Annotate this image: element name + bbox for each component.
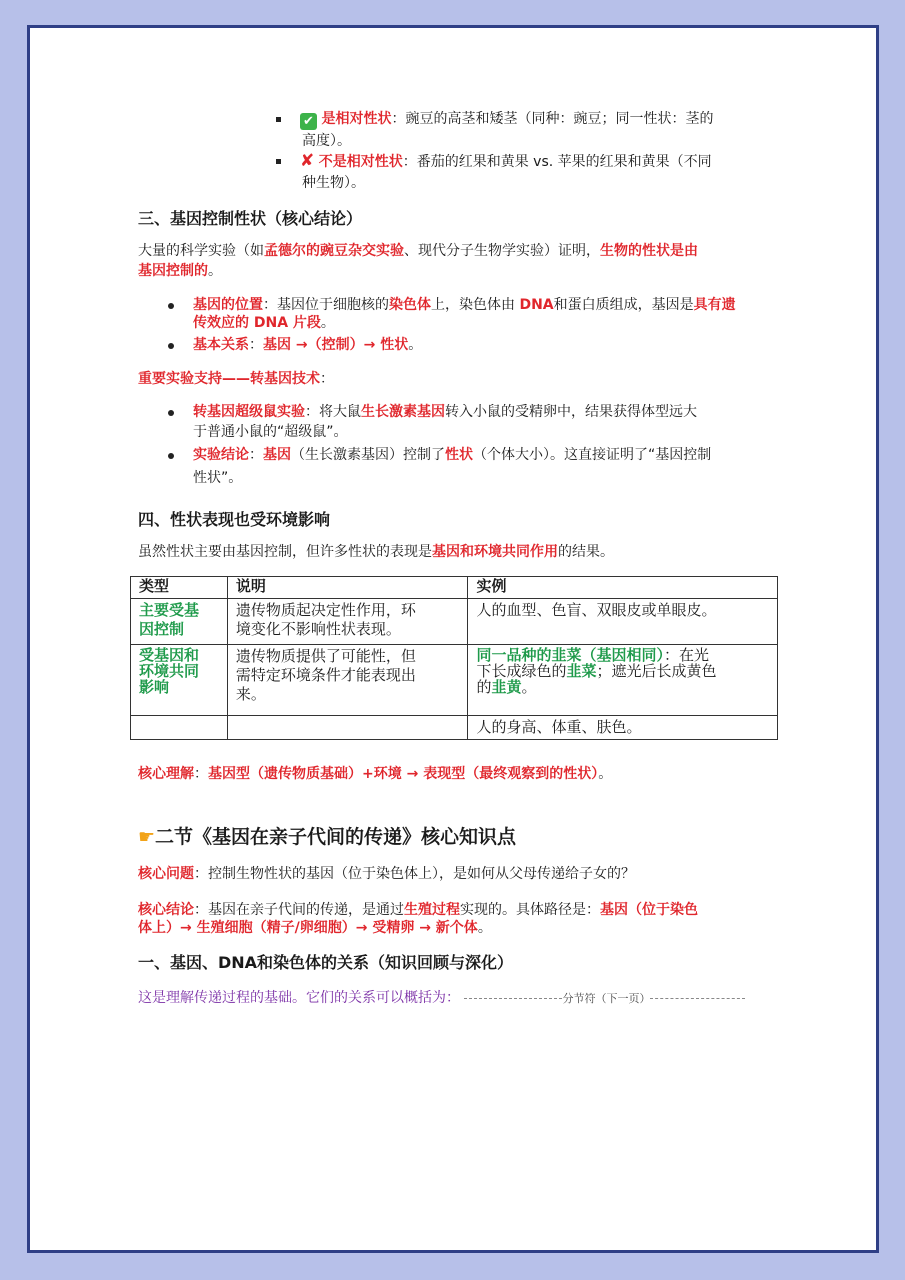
label: 转基因超级鼠实验	[193, 404, 305, 420]
text: ：	[249, 337, 263, 353]
check-icon: ✔	[300, 113, 317, 130]
cell-line: 需特定环境条件才能表现出	[235, 666, 416, 684]
text: 。	[408, 337, 423, 353]
highlight: DNA	[519, 297, 554, 313]
text: 的	[476, 678, 492, 696]
dashed-line	[464, 998, 562, 999]
text: 。	[320, 315, 335, 331]
text: ：在光	[663, 646, 709, 664]
bullet-dot	[168, 453, 174, 459]
table-cell-type	[131, 599, 228, 645]
not-relative-trait-label: 不是相对性状	[318, 154, 403, 170]
cell-line: 影响	[139, 678, 170, 696]
cell-line: 受基因和	[139, 646, 200, 664]
table-cell-description	[227, 599, 468, 645]
table-cell-example	[468, 645, 778, 716]
table-header-row	[131, 577, 778, 599]
not-relative-trait-text: ：番茄的红果和黄果 vs. 苹果的红果和黄果（不同	[402, 154, 712, 170]
trait-table	[130, 576, 778, 740]
cell-line: 人的血型、色盲、双眼皮或单眼皮。	[476, 601, 717, 619]
highlight: 基因	[263, 447, 291, 463]
text: ：基因位于细胞核的	[263, 297, 389, 313]
highlight: 基因型（遗传物质基础）+环境 → 表现型（最终观察到的性状）	[208, 766, 599, 782]
cross-icon: ✘	[300, 151, 315, 171]
bullet-dot	[168, 410, 174, 416]
cell-line	[476, 663, 769, 679]
table-cell-type	[131, 645, 228, 716]
section-3-heading: 三、基因控制性状（核心结论）	[138, 209, 363, 228]
experiment-support-line	[138, 368, 334, 390]
table-header-example: 实例	[468, 577, 778, 599]
cell-line	[476, 679, 769, 695]
highlight: 基因和环境共同作用	[432, 544, 558, 560]
basic-relation-bullet	[193, 334, 422, 356]
cell-line: 环境共同	[139, 662, 200, 680]
highlight: 重要实验支持——转基因技术	[138, 371, 320, 387]
text: ：将大鼠	[305, 404, 361, 420]
label: 基因的位置	[193, 297, 263, 313]
not-relative-trait-text-cont: 种生物）。	[302, 175, 365, 191]
pointing-hand-icon: ☛	[138, 826, 156, 848]
highlight: 韭菜	[566, 662, 597, 680]
bullet-dot	[168, 303, 174, 309]
text: ：基因在亲子代间的传递，是通过	[194, 902, 404, 918]
text: 转入小鼠的受精卵中，结果获得体型远大	[445, 404, 697, 420]
table-header-description: 说明	[227, 577, 468, 599]
label: 实验结论	[193, 447, 249, 463]
cell-line: 境变化不影响性状表现。	[235, 620, 401, 638]
relative-trait-text-cont: 高度）。	[302, 133, 351, 149]
table-row	[131, 645, 778, 716]
chapter-title	[138, 822, 516, 849]
table-cell-description	[227, 716, 468, 740]
text: ：	[249, 447, 263, 463]
section-4-heading: 四、性状表现也受环境影响	[138, 510, 331, 529]
text: （生长激素基因）控制了	[291, 447, 445, 463]
text: ；遮光后长成黄色	[596, 662, 717, 680]
text: 虽然性状主要由基因控制，但许多性状的表现是	[138, 544, 432, 560]
table-cell-example	[468, 599, 778, 645]
highlight: 韭黄	[491, 678, 522, 696]
text: ：	[194, 766, 208, 782]
highlight: 性状	[445, 447, 473, 463]
highlight: 生殖过程	[404, 902, 460, 918]
highlight: 同一品种的韭菜（基因相同）	[476, 646, 664, 664]
text: 的结果。	[558, 544, 614, 560]
relative-trait-label: 是相对性状	[321, 111, 392, 127]
sec4-paragraph	[138, 541, 614, 563]
text: 。	[208, 263, 222, 279]
label: 核心结论	[138, 902, 194, 918]
highlight: 染色体	[389, 297, 431, 313]
table-row	[131, 599, 778, 645]
dashed-line	[650, 998, 745, 999]
text: 大量的科学实验（如	[138, 243, 264, 259]
section-1-heading: 一、基因、DNA和染色体的关系（知识回顾与深化）	[138, 953, 514, 972]
super-mouse-bullet-cont: 于普通小鼠的“超级鼠”。	[193, 424, 348, 440]
chapter-title-text: 二节《基因在亲子代间的传递》核心知识点	[155, 826, 517, 848]
highlight: 基因（位于染色	[600, 902, 698, 918]
highlight: 体上）→ 生殖细胞（精子/卵细胞）→ 受精卵 → 新个体	[138, 920, 478, 936]
sec3-paragraph	[138, 240, 698, 262]
highlight: 具有遗	[693, 297, 736, 313]
highlight: 生长激素基因	[361, 404, 445, 420]
super-mouse-bullet	[193, 401, 697, 423]
table-header-type: 类型	[131, 577, 228, 599]
highlight: 传效应的 DNA 片段	[193, 315, 321, 331]
cell-line: 人的身高、体重、肤色。	[476, 718, 642, 736]
label: 核心理解	[138, 766, 194, 782]
cell-line: 因控制	[139, 620, 185, 638]
text: 。	[521, 678, 537, 696]
cell-line: 主要受基	[139, 601, 200, 619]
table-cell-type	[131, 716, 228, 740]
sec3-paragraph-cont	[138, 260, 222, 282]
purple-text: 这是理解传递过程的基础。它们的关系可以概括为：	[138, 990, 460, 1006]
text: 下长成绿色的	[476, 662, 567, 680]
document-page	[27, 25, 879, 1253]
highlight: 生物的性状是由	[600, 243, 698, 259]
core-question-line	[138, 863, 635, 885]
bullet-not-relative-trait	[300, 150, 712, 173]
cell-line: 遗传物质提供了可能性，但	[235, 647, 416, 665]
relative-trait-text: ：豌豆的高茎和矮茎（同种：豌豆；同一性状：茎的	[391, 111, 714, 127]
bullet-square	[276, 159, 281, 164]
bullet-square	[276, 117, 281, 122]
cell-line	[476, 647, 769, 663]
table-cell-example	[468, 716, 778, 740]
section-break-marker: 分节符（下一页）	[562, 992, 651, 1005]
text: 上，染色体由	[431, 297, 520, 313]
cell-line: 来。	[235, 685, 266, 703]
text: 实现的。具体路径是：	[460, 902, 600, 918]
bullet-dot	[168, 343, 174, 349]
last-line	[138, 987, 745, 1010]
experiment-conclusion-bullet	[193, 444, 711, 466]
text: 。	[477, 920, 492, 936]
text: ：	[320, 371, 334, 387]
text: 。	[598, 766, 613, 782]
core-conclusion-line-cont	[138, 917, 492, 939]
experiment-conclusion-bullet-cont: 性状”。	[193, 470, 243, 486]
text: （个体大小）。这直接证明了“基因控制	[473, 447, 712, 463]
text: 、现代分子生物学实验）证明，	[404, 243, 600, 259]
bullet-relative-trait	[300, 108, 713, 130]
text: 和蛋白质组成，基因是	[553, 297, 694, 313]
highlight: 基因 →（控制）→ 性状	[263, 337, 409, 353]
cell-line: 遗传物质起决定性作用，环	[235, 601, 416, 619]
label: 基本关系	[193, 337, 249, 353]
text: ：控制生物性状的基因（位于染色体上），是如何从父母传递给子女的？	[194, 866, 635, 882]
highlight: 孟德尔的豌豆杂交实验	[264, 243, 404, 259]
label: 核心问题	[138, 866, 194, 882]
highlight: 基因控制的	[138, 263, 208, 279]
table-cell-description	[227, 645, 468, 716]
table-row	[131, 716, 778, 740]
gene-location-bullet-cont	[193, 312, 335, 334]
core-understanding-line	[138, 763, 612, 785]
